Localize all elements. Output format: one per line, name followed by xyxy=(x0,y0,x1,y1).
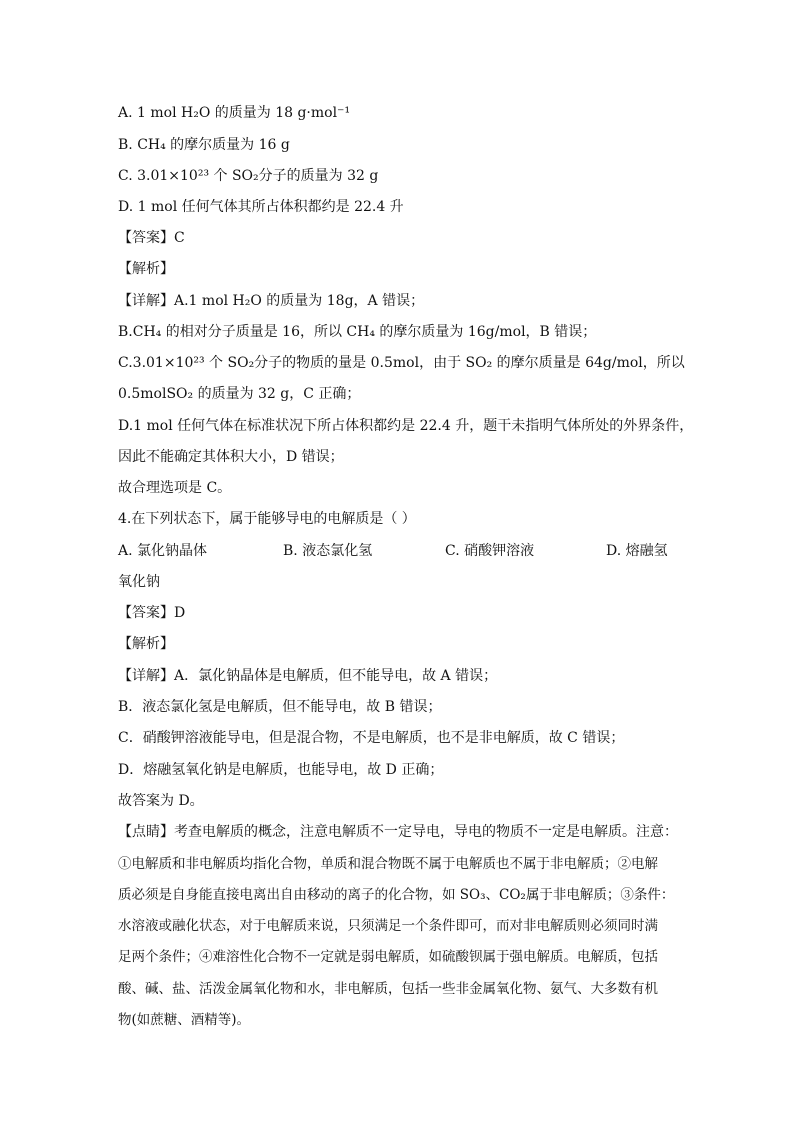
q4-option-d-continued: 氧化钠 xyxy=(118,574,160,590)
q3-detail-line: 【详解】A.1 mol H₂O 的质量为 18g，A 错误； xyxy=(118,293,425,309)
q4-option-b: B. 液态氯化氢 xyxy=(283,543,373,559)
q4-detail-line: D．熔融氢氧化钠是电解质，也能导电，故 D 正确； xyxy=(118,762,444,778)
q4-stem: 4.在下列状态下，属于能够导电的电解质是（ ） xyxy=(118,511,416,527)
q4-analysis-heading: 【解析】 xyxy=(118,636,174,652)
q3-detail-line: 故合理选项是 C。 xyxy=(118,480,232,496)
q4-option-c: C. 硝酸钾溶液 xyxy=(445,543,535,559)
q4-detail-line: C．硝酸钾溶液能导电，但是混合物，不是电解质，也不是非电解质，故 C 错误； xyxy=(118,730,625,746)
q4-detail-line: 【详解】A．氯化钠晶体是电解质，但不能导电，故 A 错误； xyxy=(118,668,498,684)
q3-detail-line: C.3.01×10²³ 个 SO₂分子的物质的量是 0.5mol，由于 SO₂ 的摩尔质量是 64g/mol，所以 xyxy=(118,355,685,371)
q4-comment-line: 酸、碱、盐、活泼金属氧化物和水，非电解质，包括一些非金属氧化物、氨气、大多数有机 xyxy=(118,981,658,997)
q3-option-a: A. 1 mol H₂O 的质量为 18 g·mol⁻¹ xyxy=(118,105,351,121)
q3-answer: 【答案】C xyxy=(118,230,185,246)
q4-comment-line: ①电解质和非电解质均指化合物，单质和混合物既不属于电解质也不属于非电解质；②电解 xyxy=(118,856,658,872)
q4-detail-line: 故答案为 D。 xyxy=(118,793,204,809)
q4-answer: 【答案】D xyxy=(118,605,186,621)
q4-comment-line: 【点睛】考查电解质的概念，注意电解质不一定导电，导电的物质不一定是电解质。注意： xyxy=(118,824,678,840)
q4-option-a: A. 氯化钠晶体 xyxy=(118,543,208,559)
q4-detail-line: B．液态氯化氢是电解质，但不能导电，故 B 错误； xyxy=(118,699,442,715)
q4-comment-line: 水溶液或融化状态，对于电解质来说，只须满足一个条件即可，而对非电解质则必须同时满 xyxy=(118,918,658,934)
q3-detail-line: D.1 mol 任何气体在标准状况下所占体积都约是 22.4 升，题干未指明气体所处的外界条件， xyxy=(118,418,694,434)
q3-detail-line: 0.5molSO₂ 的质量为 32 g，C 正确； xyxy=(118,386,361,402)
q4-comment-line: 足两个条件；④难溶性化合物不一定就是弱电解质，如硫酸钡属于强电解质。电解质，包括 xyxy=(118,949,658,965)
q3-analysis-heading: 【解析】 xyxy=(118,261,174,277)
q4-option-d: D. 熔融氢 xyxy=(606,543,668,559)
q4-comment-line: 质必须是自身能直接电离出自由移动的离子的化合物，如 SO₃、CO₂属于非电解质；③条件： xyxy=(118,887,675,903)
q3-detail-line: B.CH₄ 的相对分子质量是 16，所以 CH₄ 的摩尔质量为 16g/mol，B 错误； xyxy=(118,324,597,340)
q3-detail-line: 因此不能确定其体积大小，D 错误； xyxy=(118,449,344,465)
q4-comment-line: 物(如蔗糖、酒精等)。 xyxy=(118,1012,251,1028)
q3-option-c: C. 3.01×10²³ 个 SO₂分子的质量为 32 g xyxy=(118,168,379,184)
q3-option-d: D. 1 mol 任何气体其所占体积都约是 22.4 升 xyxy=(118,199,404,215)
q3-option-b: B. CH₄ 的摩尔质量为 16 g xyxy=(118,137,290,153)
